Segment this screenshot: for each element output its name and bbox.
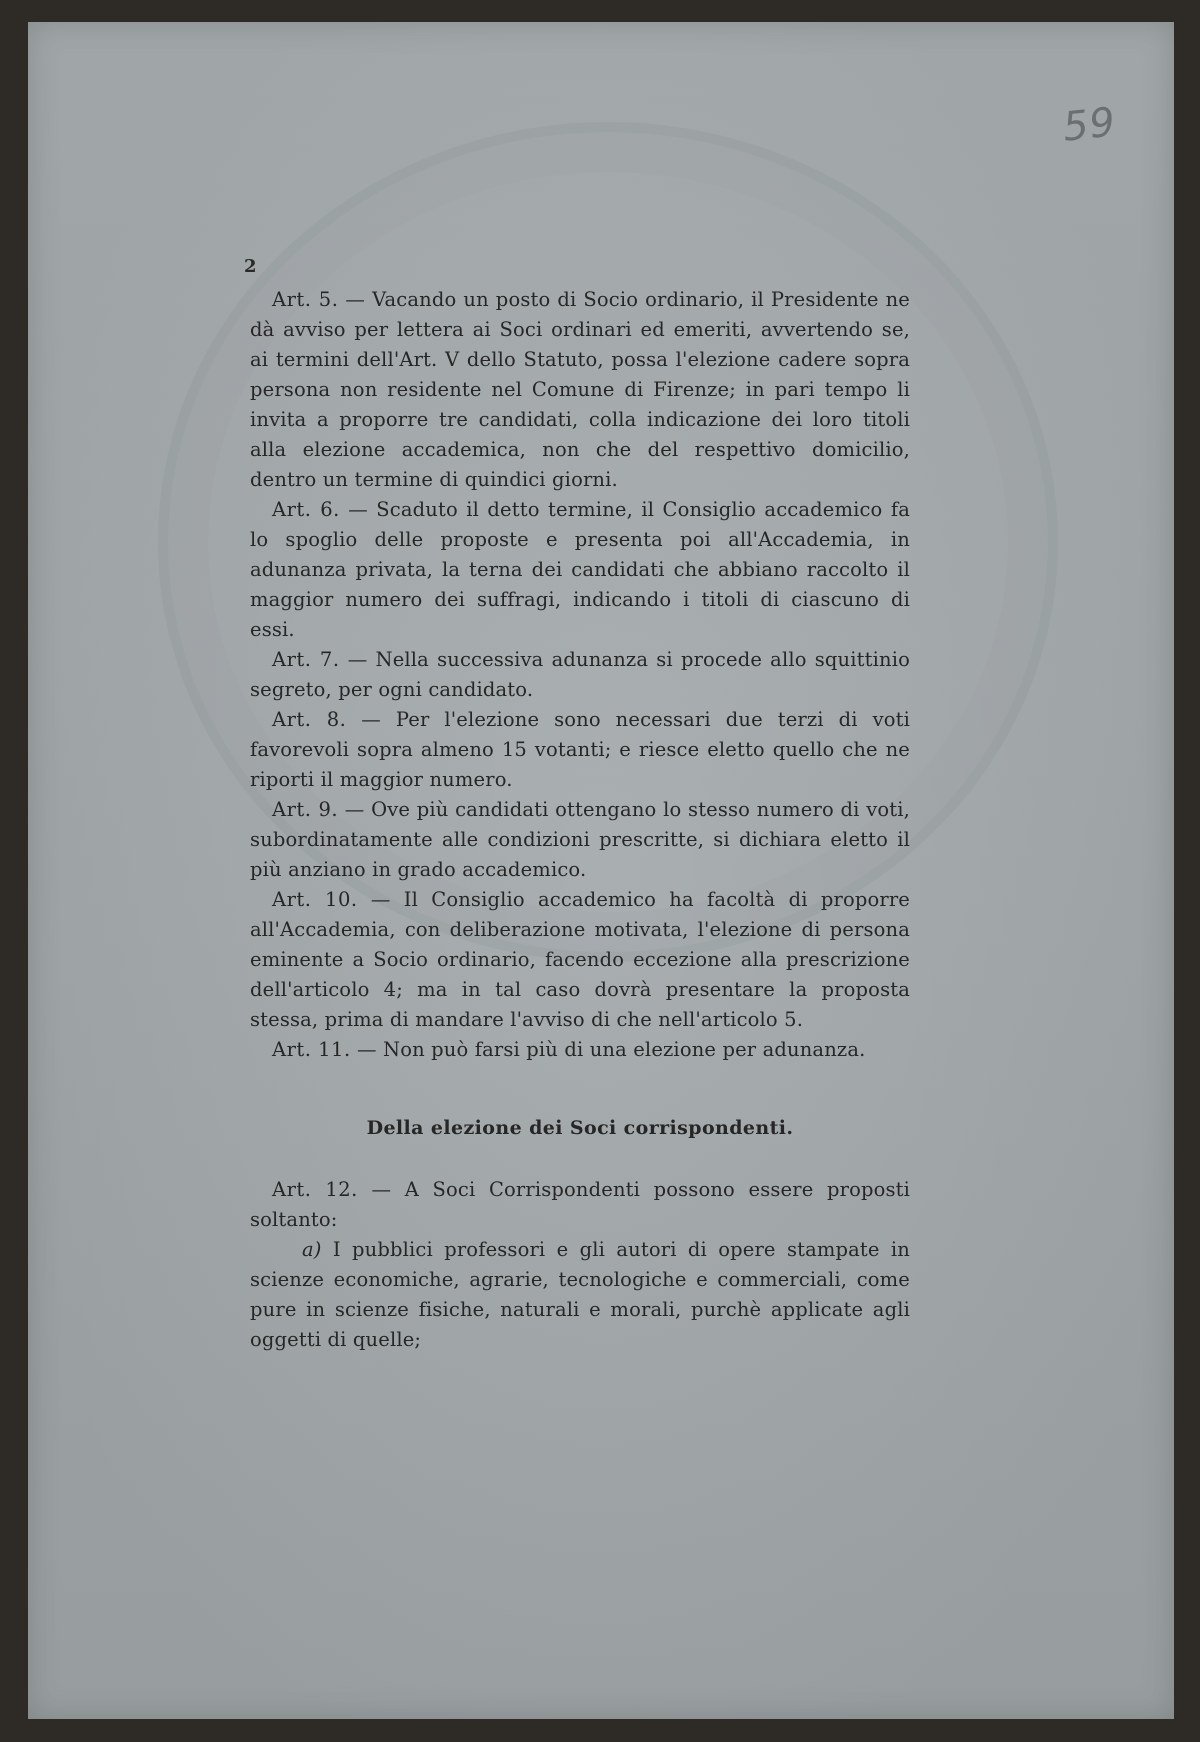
article-7 xyxy=(250,645,910,705)
article-body: — Non può farsi più di una elezione per adunanza. xyxy=(357,1038,866,1061)
article-label: Art. 9. xyxy=(272,798,339,821)
article-label: Art. 7. xyxy=(272,648,340,671)
section-heading: Della elezione dei Soci corrispondenti. xyxy=(366,1117,794,1139)
article-5 xyxy=(250,285,910,495)
article-body: — Il Consiglio accademico ha facoltà di proporre all'Accademia, con deliberazione motivata, l'elezione di persona eminente a Socio ordinario, facendo eccezione alla prescrizione dell'articolo 4; ma in tal caso dovrà presentare la proposta stessa, prima di mandare l'avviso di che nell'articolo 5. xyxy=(250,888,910,1031)
article-label: Art. 6. xyxy=(272,498,340,521)
article-label: Art. 11. xyxy=(272,1038,351,1061)
handwritten-folio-number: 59 xyxy=(1060,99,1119,151)
article-12 xyxy=(250,1175,910,1235)
article-body: — Ove più candidati ottengano lo stesso numero di voti, subordinatamente alle condizioni prescritte, si dichiara eletto il più anziano in grado accademico. xyxy=(250,798,910,881)
list-item-a xyxy=(250,1235,910,1355)
list-item-text: I pubblici professori e gli autori di opere stampate in scienze economiche, agrarie, tecnologiche e commerciali, come pure in scienze fisiche, naturali e morali, purchè applicate agli oggetti di quelle; xyxy=(250,1238,910,1351)
article-8 xyxy=(250,705,910,795)
article-label: Art. 8. xyxy=(272,708,347,731)
article-body: — A Soci Corrispondenti possono essere proposti soltanto: xyxy=(250,1178,911,1231)
article-6 xyxy=(250,495,910,645)
article-body: — Nella successiva adunanza si procede allo squittinio segreto, per ogni candidato. xyxy=(250,648,910,701)
page-number: 2 xyxy=(244,256,257,277)
article-label: Art. 5. xyxy=(272,288,339,311)
article-body: — Vacando un posto di Socio ordinario, il Presidente ne dà avviso per lettera ai Soci ordinari ed emeriti, avvertendo se, ai termini dell'Art. V dello Statuto, possa l'elezione cadere sopra persona non residente nel Comune di Firenze; in pari tempo li invita a proporre tre candidati, colla indicazione dei loro titoli alla elezione accademica, non che del respettivo domicilio, dentro un termine di quindici giorni. xyxy=(250,288,910,491)
list-marker: a) xyxy=(302,1238,322,1261)
statute-text xyxy=(250,285,910,1355)
article-body: — Scaduto il detto termine, il Consiglio accademico fa lo spoglio delle proposte e presenta poi all'Accademia, in adunanza privata, la terna dei candidati che abbiano raccolto il maggior numero dei suffragi, indicando i titoli di ciascuno di essi. xyxy=(250,498,910,641)
article-body: — Per l'elezione sono necessari due terzi di voti favorevoli sopra almeno 15 votanti; e riesce eletto quello che ne riporti il maggior numero. xyxy=(250,708,910,791)
article-label: Art. 12. xyxy=(272,1178,358,1201)
article-label: Art. 10. xyxy=(272,888,358,911)
article-10 xyxy=(250,885,910,1035)
article-11 xyxy=(250,1035,910,1065)
article-9 xyxy=(250,795,910,885)
